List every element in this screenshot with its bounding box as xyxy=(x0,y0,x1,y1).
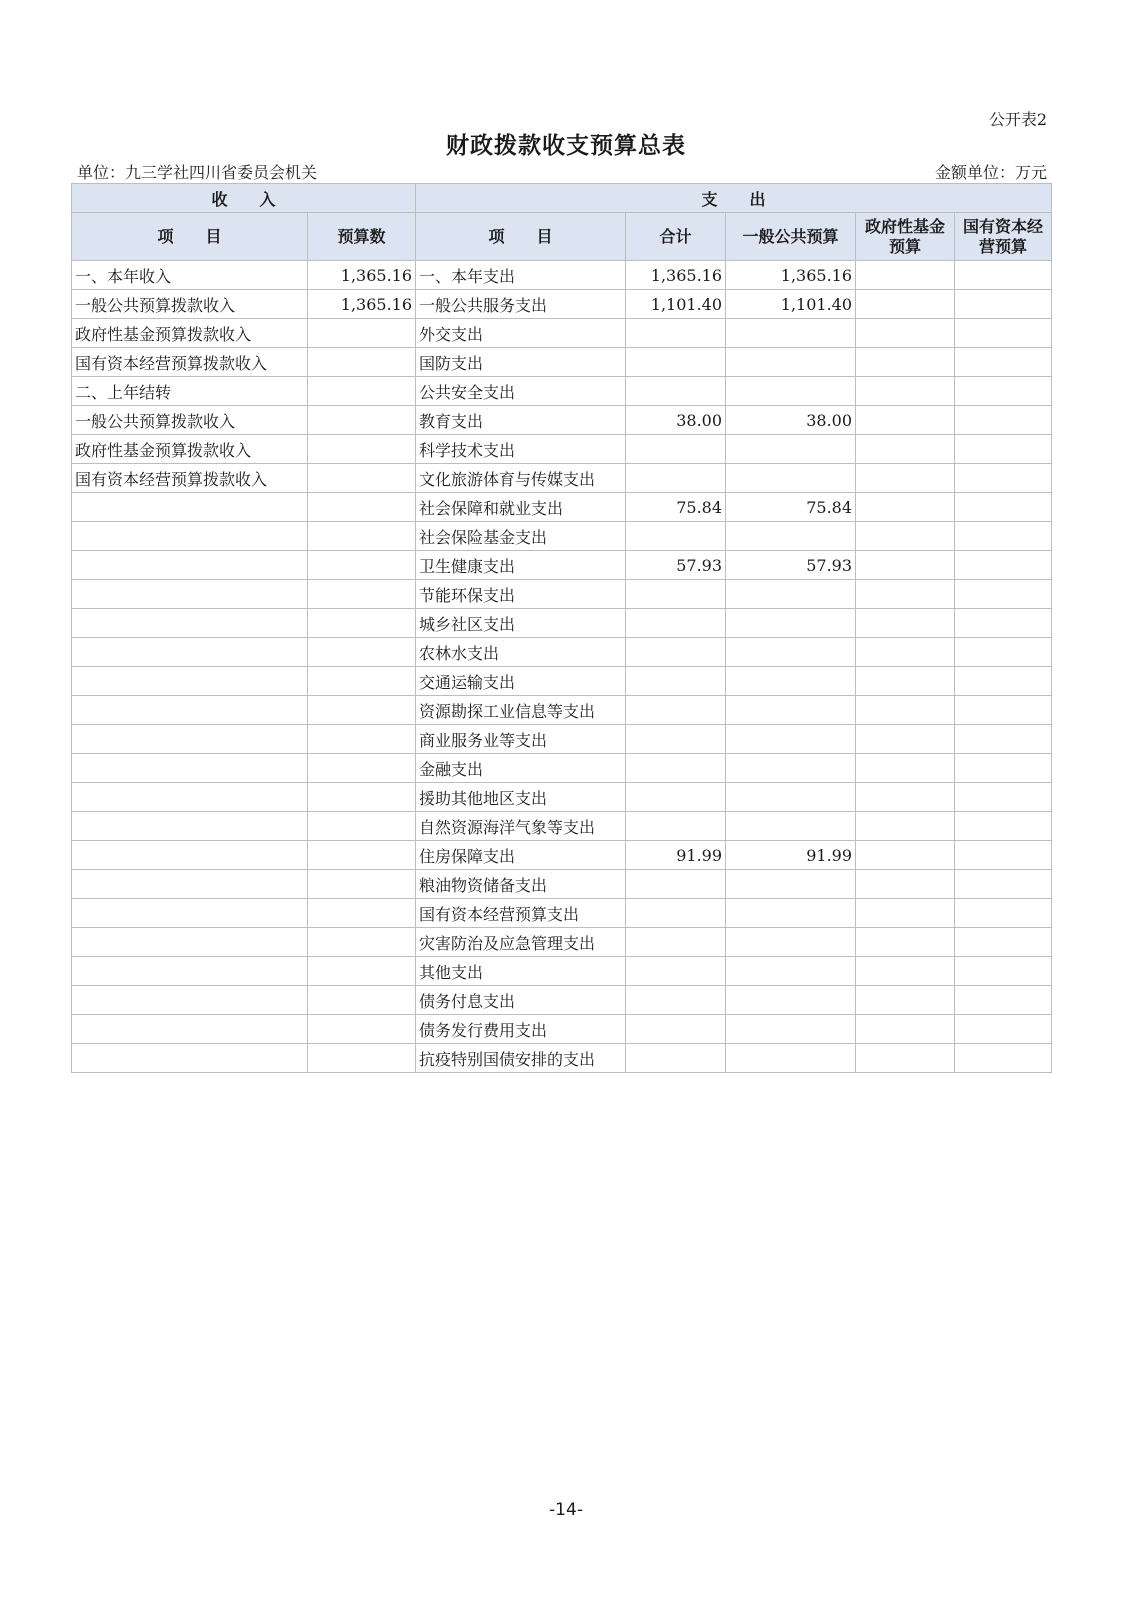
income-amount-cell xyxy=(308,493,416,522)
general-budget-cell xyxy=(726,580,856,609)
expense-item-cell: 债务付息支出 xyxy=(416,986,626,1015)
general-budget-cell xyxy=(726,899,856,928)
income-amount-cell: 1,365.16 xyxy=(308,261,416,290)
income-amount-cell xyxy=(308,841,416,870)
expense-item-cell: 外交支出 xyxy=(416,319,626,348)
expense-header: 支 出 xyxy=(416,184,1052,213)
general-budget-cell xyxy=(726,348,856,377)
gov-fund-cell xyxy=(856,377,955,406)
gov-fund-cell xyxy=(856,899,955,928)
general-budget-cell xyxy=(726,435,856,464)
page-number: -14- xyxy=(549,1500,583,1520)
state-capital-cell xyxy=(955,812,1052,841)
state-capital-cell xyxy=(955,841,1052,870)
total-cell xyxy=(626,319,726,348)
income-amount-cell xyxy=(308,783,416,812)
expense-item-cell: 抗疫特别国债安排的支出 xyxy=(416,1044,626,1073)
general-budget-cell xyxy=(726,696,856,725)
expense-item-cell: 社会保险基金支出 xyxy=(416,522,626,551)
income-amount-cell xyxy=(308,319,416,348)
general-budget-cell xyxy=(726,1044,856,1073)
expense-item-cell: 一、本年支出 xyxy=(416,261,626,290)
state-capital-cell xyxy=(955,609,1052,638)
gov-fund-cell xyxy=(856,406,955,435)
table-row xyxy=(72,348,1052,377)
state-capital-cell xyxy=(955,406,1052,435)
income-item-cell: 二、上年结转 xyxy=(72,377,308,406)
table-row xyxy=(72,609,1052,638)
total-cell xyxy=(626,580,726,609)
page-title: 财政拨款收支预算总表 xyxy=(446,133,686,159)
gov-fund-cell xyxy=(856,783,955,812)
general-budget-cell xyxy=(726,377,856,406)
gov-fund-cell xyxy=(856,551,955,580)
state-capital-cell xyxy=(955,435,1052,464)
income-item-header: 项 目 xyxy=(72,213,308,261)
income-item-cell xyxy=(72,870,308,899)
state-capital-cell xyxy=(955,580,1052,609)
expense-item-cell: 灾害防治及应急管理支出 xyxy=(416,928,626,957)
income-item-cell xyxy=(72,957,308,986)
table-row xyxy=(72,435,1052,464)
general-budget-cell xyxy=(726,928,856,957)
gov-fund-header: 政府性基金预算 xyxy=(856,213,955,261)
expense-item-cell: 一般公共服务支出 xyxy=(416,290,626,319)
gov-fund-cell xyxy=(856,638,955,667)
income-item-cell xyxy=(72,667,308,696)
gov-fund-cell xyxy=(856,522,955,551)
total-cell: 91.99 xyxy=(626,841,726,870)
state-capital-cell xyxy=(955,957,1052,986)
state-capital-cell xyxy=(955,725,1052,754)
expense-item-cell: 节能环保支出 xyxy=(416,580,626,609)
income-amount-cell xyxy=(308,406,416,435)
state-capital-cell xyxy=(955,551,1052,580)
general-budget-cell: 1,365.16 xyxy=(726,261,856,290)
total-cell xyxy=(626,754,726,783)
total-cell: 1,365.16 xyxy=(626,261,726,290)
general-budget-cell xyxy=(726,522,856,551)
general-budget-cell xyxy=(726,464,856,493)
expense-item-cell: 社会保障和就业支出 xyxy=(416,493,626,522)
table-row xyxy=(72,319,1052,348)
income-amount-cell xyxy=(308,986,416,1015)
gov-fund-cell xyxy=(856,1015,955,1044)
gov-fund-cell xyxy=(856,986,955,1015)
table-row xyxy=(72,754,1052,783)
income-amount-cell xyxy=(308,551,416,580)
general-budget-cell: 75.84 xyxy=(726,493,856,522)
income-item-cell xyxy=(72,725,308,754)
table-row xyxy=(72,667,1052,696)
income-item-cell: 一、本年收入 xyxy=(72,261,308,290)
general-budget-cell xyxy=(726,609,856,638)
state-capital-cell xyxy=(955,754,1052,783)
table-row xyxy=(72,841,1052,870)
general-budget-cell xyxy=(726,783,856,812)
gov-fund-cell xyxy=(856,696,955,725)
state-capital-cell xyxy=(955,667,1052,696)
income-amount-cell xyxy=(308,638,416,667)
general-budget-cell: 38.00 xyxy=(726,406,856,435)
expense-item-cell: 国防支出 xyxy=(416,348,626,377)
general-budget-cell xyxy=(726,1015,856,1044)
total-cell xyxy=(626,522,726,551)
state-capital-cell xyxy=(955,986,1052,1015)
general-budget-cell: 1,101.40 xyxy=(726,290,856,319)
income-amount-cell xyxy=(308,1044,416,1073)
total-cell: 1,101.40 xyxy=(626,290,726,319)
income-amount-cell xyxy=(308,609,416,638)
income-amount-cell: 1,365.16 xyxy=(308,290,416,319)
state-capital-cell xyxy=(955,696,1052,725)
general-budget-cell xyxy=(726,986,856,1015)
income-item-cell: 政府性基金预算拨款收入 xyxy=(72,435,308,464)
gov-fund-cell xyxy=(856,493,955,522)
expense-item-cell: 自然资源海洋气象等支出 xyxy=(416,812,626,841)
income-amount-cell xyxy=(308,754,416,783)
total-cell xyxy=(626,928,726,957)
expense-item-cell: 国有资本经营预算支出 xyxy=(416,899,626,928)
total-cell xyxy=(626,638,726,667)
income-amount-cell xyxy=(308,696,416,725)
total-header: 合计 xyxy=(626,213,726,261)
general-budget-cell: 57.93 xyxy=(726,551,856,580)
income-item-cell xyxy=(72,551,308,580)
income-budget-header: 预算数 xyxy=(308,213,416,261)
gov-fund-cell xyxy=(856,812,955,841)
gov-fund-cell xyxy=(856,725,955,754)
income-item-cell: 一般公共预算拨款收入 xyxy=(72,406,308,435)
table-row xyxy=(72,957,1052,986)
income-item-cell xyxy=(72,841,308,870)
income-item-cell xyxy=(72,812,308,841)
general-budget-cell xyxy=(726,725,856,754)
total-cell xyxy=(626,1044,726,1073)
state-capital-cell xyxy=(955,638,1052,667)
gov-fund-cell xyxy=(856,870,955,899)
gov-fund-cell xyxy=(856,609,955,638)
gov-fund-cell xyxy=(856,754,955,783)
expense-item-cell: 科学技术支出 xyxy=(416,435,626,464)
general-budget-cell xyxy=(726,638,856,667)
gov-fund-cell xyxy=(856,580,955,609)
state-capital-cell xyxy=(955,377,1052,406)
state-capital-cell xyxy=(955,319,1052,348)
expense-item-cell: 公共安全支出 xyxy=(416,377,626,406)
table-row xyxy=(72,928,1052,957)
table-row xyxy=(72,522,1052,551)
income-header: 收 入 xyxy=(72,184,416,213)
table-row xyxy=(72,783,1052,812)
table-row xyxy=(72,696,1052,725)
income-item-cell xyxy=(72,522,308,551)
budget-table xyxy=(71,183,1052,1073)
general-budget-cell xyxy=(726,957,856,986)
expense-item-cell: 商业服务业等支出 xyxy=(416,725,626,754)
expense-item-cell: 住房保障支出 xyxy=(416,841,626,870)
header-row-top xyxy=(72,184,1052,213)
income-amount-cell xyxy=(308,957,416,986)
expense-item-cell: 债务发行费用支出 xyxy=(416,1015,626,1044)
document-tag: 公开表2 xyxy=(988,110,1047,129)
table-row xyxy=(72,290,1052,319)
total-cell xyxy=(626,725,726,754)
gov-fund-cell xyxy=(856,319,955,348)
income-item-cell xyxy=(72,696,308,725)
total-cell xyxy=(626,348,726,377)
total-cell xyxy=(626,870,726,899)
table-row xyxy=(72,899,1052,928)
gov-fund-cell xyxy=(856,261,955,290)
state-capital-cell xyxy=(955,464,1052,493)
organization-unit: 单位：九三学社四川省委员会机关 xyxy=(77,163,318,182)
state-capital-cell xyxy=(955,1015,1052,1044)
income-item-cell xyxy=(72,986,308,1015)
expense-item-cell: 农林水支出 xyxy=(416,638,626,667)
state-capital-cell xyxy=(955,783,1052,812)
state-capital-cell xyxy=(955,348,1052,377)
total-cell xyxy=(626,986,726,1015)
table-row xyxy=(72,812,1052,841)
state-capital-cell xyxy=(955,928,1052,957)
total-cell: 75.84 xyxy=(626,493,726,522)
income-amount-cell xyxy=(308,348,416,377)
expense-item-cell: 粮油物资储备支出 xyxy=(416,870,626,899)
total-cell xyxy=(626,1015,726,1044)
total-cell xyxy=(626,435,726,464)
state-capital-cell xyxy=(955,1044,1052,1073)
gov-fund-cell xyxy=(856,464,955,493)
income-item-cell xyxy=(72,1044,308,1073)
general-budget-cell xyxy=(726,812,856,841)
state-capital-cell xyxy=(955,493,1052,522)
total-cell: 57.93 xyxy=(626,551,726,580)
table-row xyxy=(72,464,1052,493)
income-amount-cell xyxy=(308,725,416,754)
income-item-cell: 一般公共预算拨款收入 xyxy=(72,290,308,319)
total-cell xyxy=(626,957,726,986)
total-cell xyxy=(626,464,726,493)
state-capital-header: 国有资本经营预算 xyxy=(955,213,1052,261)
table-row xyxy=(72,870,1052,899)
income-amount-cell xyxy=(308,928,416,957)
table-row xyxy=(72,638,1052,667)
gov-fund-cell xyxy=(856,957,955,986)
gov-fund-cell xyxy=(856,841,955,870)
income-amount-cell xyxy=(308,870,416,899)
total-cell: 38.00 xyxy=(626,406,726,435)
expense-item-cell: 其他支出 xyxy=(416,957,626,986)
general-budget-cell xyxy=(726,754,856,783)
income-item-cell: 国有资本经营预算拨款收入 xyxy=(72,348,308,377)
income-amount-cell xyxy=(308,435,416,464)
income-amount-cell xyxy=(308,522,416,551)
income-amount-cell xyxy=(308,464,416,493)
total-cell xyxy=(626,696,726,725)
income-amount-cell xyxy=(308,580,416,609)
total-cell xyxy=(626,899,726,928)
general-budget-cell xyxy=(726,319,856,348)
table-row xyxy=(72,406,1052,435)
state-capital-cell xyxy=(955,899,1052,928)
table-row xyxy=(72,493,1052,522)
income-item-cell: 国有资本经营预算拨款收入 xyxy=(72,464,308,493)
gov-fund-cell xyxy=(856,290,955,319)
table-row xyxy=(72,725,1052,754)
amount-unit: 金额单位：万元 xyxy=(934,163,1047,182)
expense-item-header: 项 目 xyxy=(416,213,626,261)
total-cell xyxy=(626,377,726,406)
table-row xyxy=(72,580,1052,609)
income-item-cell xyxy=(72,754,308,783)
expense-item-cell: 教育支出 xyxy=(416,406,626,435)
general-budget-cell xyxy=(726,870,856,899)
table-row xyxy=(72,377,1052,406)
income-item-cell xyxy=(72,609,308,638)
state-capital-cell xyxy=(955,261,1052,290)
general-budget-header: 一般公共预算 xyxy=(726,213,856,261)
expense-item-cell: 文化旅游体育与传媒支出 xyxy=(416,464,626,493)
total-cell xyxy=(626,667,726,696)
gov-fund-cell xyxy=(856,348,955,377)
income-amount-cell xyxy=(308,377,416,406)
income-item-cell xyxy=(72,580,308,609)
income-item-cell xyxy=(72,899,308,928)
gov-fund-cell xyxy=(856,667,955,696)
gov-fund-cell xyxy=(856,435,955,464)
expense-item-cell: 城乡社区支出 xyxy=(416,609,626,638)
income-item-cell xyxy=(72,493,308,522)
income-amount-cell xyxy=(308,899,416,928)
expense-item-cell: 资源勘探工业信息等支出 xyxy=(416,696,626,725)
income-item-cell xyxy=(72,783,308,812)
expense-item-cell: 卫生健康支出 xyxy=(416,551,626,580)
table-row xyxy=(72,1044,1052,1073)
table-row xyxy=(72,986,1052,1015)
table-row xyxy=(72,1015,1052,1044)
income-amount-cell xyxy=(308,812,416,841)
total-cell xyxy=(626,783,726,812)
income-item-cell xyxy=(72,1015,308,1044)
expense-item-cell: 金融支出 xyxy=(416,754,626,783)
general-budget-cell xyxy=(726,667,856,696)
general-budget-cell: 91.99 xyxy=(726,841,856,870)
total-cell xyxy=(626,812,726,841)
state-capital-cell xyxy=(955,870,1052,899)
gov-fund-cell xyxy=(856,1044,955,1073)
income-amount-cell xyxy=(308,1015,416,1044)
table-row xyxy=(72,551,1052,580)
state-capital-cell xyxy=(955,522,1052,551)
expense-item-cell: 交通运输支出 xyxy=(416,667,626,696)
income-amount-cell xyxy=(308,667,416,696)
state-capital-cell xyxy=(955,290,1052,319)
income-item-cell xyxy=(72,928,308,957)
header-row-columns xyxy=(72,213,1052,261)
income-item-cell xyxy=(72,638,308,667)
gov-fund-cell xyxy=(856,928,955,957)
income-item-cell: 政府性基金预算拨款收入 xyxy=(72,319,308,348)
expense-item-cell: 援助其他地区支出 xyxy=(416,783,626,812)
table-row xyxy=(72,261,1052,290)
total-cell xyxy=(626,609,726,638)
